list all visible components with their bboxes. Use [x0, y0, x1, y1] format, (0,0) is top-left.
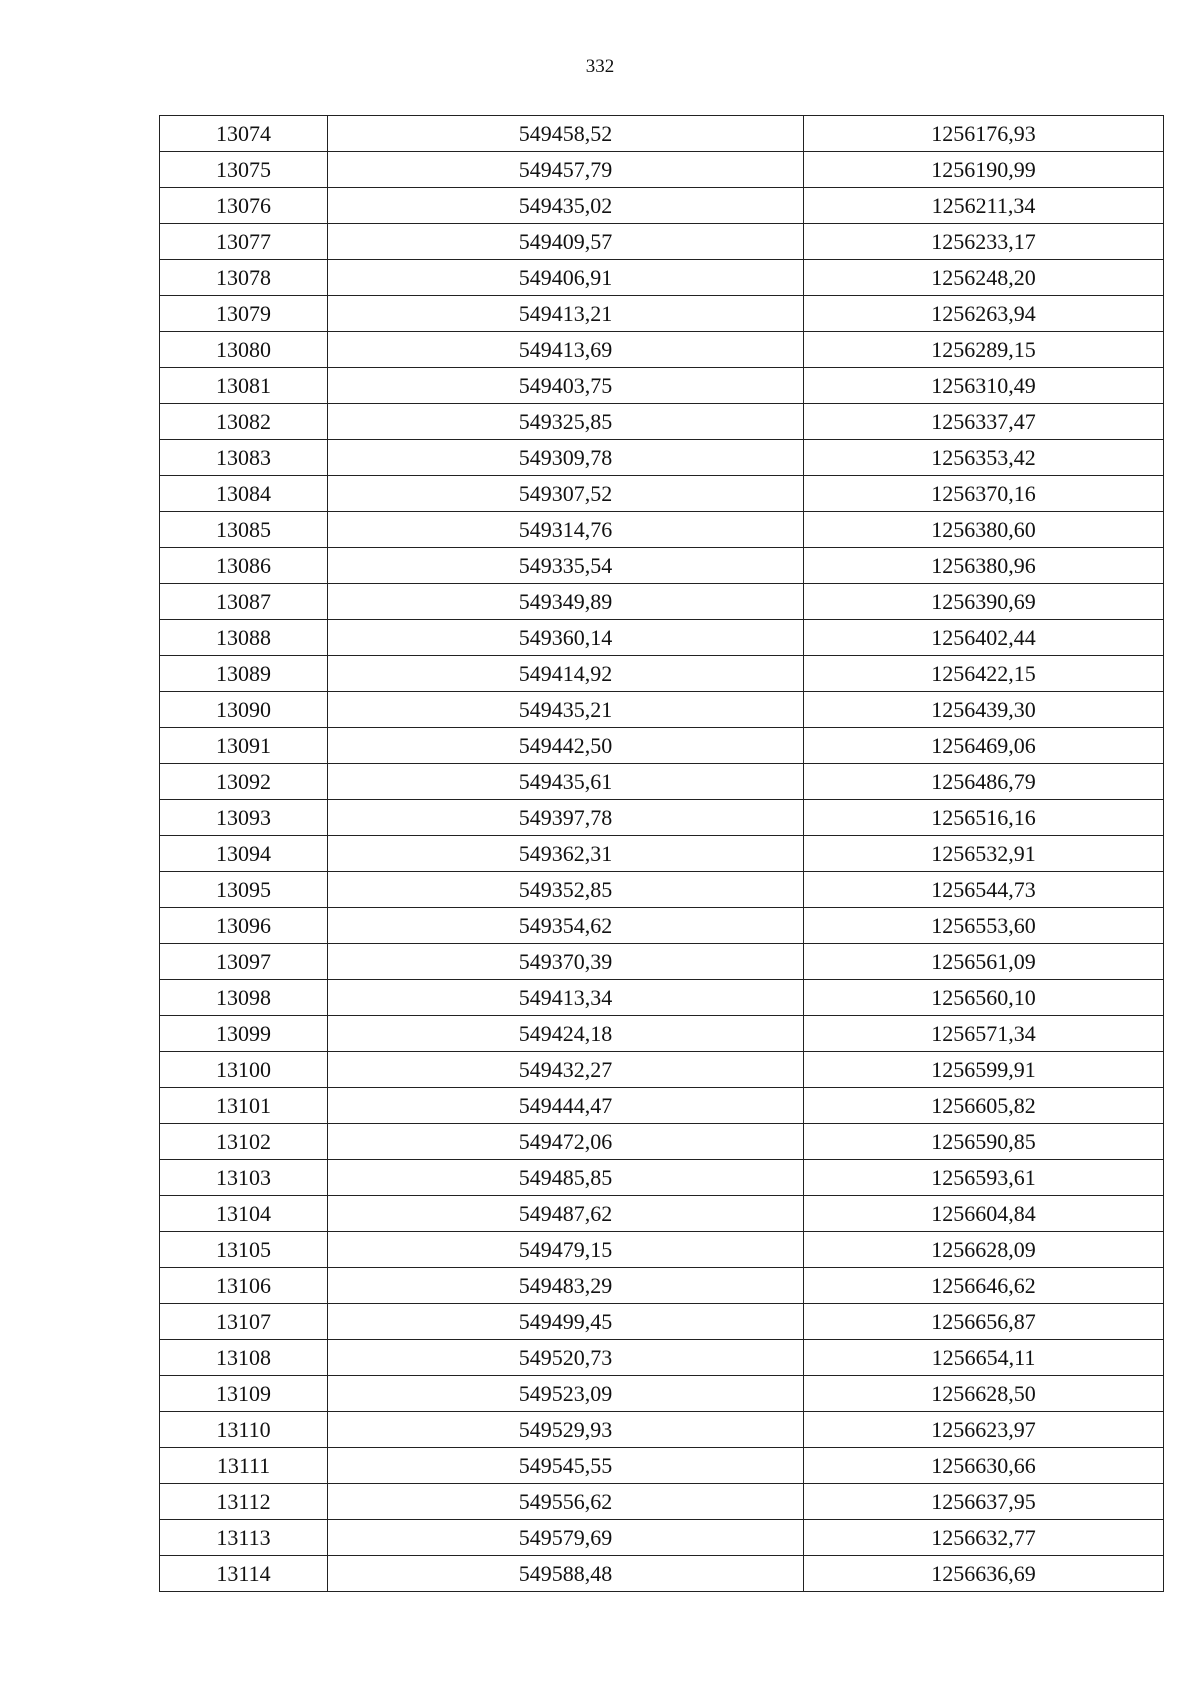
y-coordinate-cell: 1256590,85 — [804, 1124, 1164, 1160]
table-row — [160, 1304, 1164, 1340]
y-coordinate-cell: 1256560,10 — [804, 980, 1164, 1016]
y-coordinate-cell: 1256544,73 — [804, 872, 1164, 908]
x-coordinate-cell: 549406,91 — [328, 260, 804, 296]
table-row — [160, 872, 1164, 908]
y-coordinate-cell: 1256553,60 — [804, 908, 1164, 944]
table-row — [160, 800, 1164, 836]
x-coordinate-cell: 549472,06 — [328, 1124, 804, 1160]
point-number-cell: 13106 — [160, 1268, 328, 1304]
y-coordinate-cell: 1256337,47 — [804, 404, 1164, 440]
point-number-cell: 13082 — [160, 404, 328, 440]
x-coordinate-cell: 549483,29 — [328, 1268, 804, 1304]
y-coordinate-cell: 1256628,50 — [804, 1376, 1164, 1412]
point-number-cell: 13110 — [160, 1412, 328, 1448]
table-row — [160, 116, 1164, 152]
x-coordinate-cell: 549370,39 — [328, 944, 804, 980]
page-number: 332 — [585, 56, 615, 77]
y-coordinate-cell: 1256190,99 — [804, 152, 1164, 188]
table-row — [160, 620, 1164, 656]
point-number-cell: 13108 — [160, 1340, 328, 1376]
x-coordinate-cell: 549413,34 — [328, 980, 804, 1016]
x-coordinate-cell: 549556,62 — [328, 1484, 804, 1520]
point-number-cell: 13099 — [160, 1016, 328, 1052]
table-row — [160, 188, 1164, 224]
y-coordinate-cell: 1256561,09 — [804, 944, 1164, 980]
x-coordinate-cell: 549520,73 — [328, 1340, 804, 1376]
table-row — [160, 1556, 1164, 1592]
x-coordinate-cell: 549413,69 — [328, 332, 804, 368]
y-coordinate-cell: 1256532,91 — [804, 836, 1164, 872]
table-row — [160, 152, 1164, 188]
y-coordinate-cell: 1256469,06 — [804, 728, 1164, 764]
y-coordinate-cell: 1256599,91 — [804, 1052, 1164, 1088]
y-coordinate-cell: 1256637,95 — [804, 1484, 1164, 1520]
x-coordinate-cell: 549523,09 — [328, 1376, 804, 1412]
y-coordinate-cell: 1256176,93 — [804, 116, 1164, 152]
x-coordinate-cell: 549354,62 — [328, 908, 804, 944]
x-coordinate-cell: 549397,78 — [328, 800, 804, 836]
y-coordinate-cell: 1256390,69 — [804, 584, 1164, 620]
point-number-cell: 13113 — [160, 1520, 328, 1556]
point-number-cell: 13077 — [160, 224, 328, 260]
x-coordinate-cell: 549362,31 — [328, 836, 804, 872]
point-number-cell: 13112 — [160, 1484, 328, 1520]
y-coordinate-cell: 1256233,17 — [804, 224, 1164, 260]
table-row — [160, 1196, 1164, 1232]
point-number-cell: 13074 — [160, 116, 328, 152]
y-coordinate-cell: 1256628,09 — [804, 1232, 1164, 1268]
y-coordinate-cell: 1256380,96 — [804, 548, 1164, 584]
table-row — [160, 548, 1164, 584]
table-row — [160, 476, 1164, 512]
x-coordinate-cell: 549444,47 — [328, 1088, 804, 1124]
table-row — [160, 332, 1164, 368]
point-number-cell: 13111 — [160, 1448, 328, 1484]
table-row — [160, 1376, 1164, 1412]
table-row — [160, 1016, 1164, 1052]
point-number-cell: 13094 — [160, 836, 328, 872]
point-number-cell: 13100 — [160, 1052, 328, 1088]
table-row — [160, 260, 1164, 296]
x-coordinate-cell: 549413,21 — [328, 296, 804, 332]
x-coordinate-cell: 549435,21 — [328, 692, 804, 728]
y-coordinate-cell: 1256370,16 — [804, 476, 1164, 512]
point-number-cell: 13092 — [160, 764, 328, 800]
y-coordinate-cell: 1256630,66 — [804, 1448, 1164, 1484]
y-coordinate-cell: 1256604,84 — [804, 1196, 1164, 1232]
point-number-cell: 13097 — [160, 944, 328, 980]
table-row — [160, 368, 1164, 404]
y-coordinate-cell: 1256263,94 — [804, 296, 1164, 332]
table-row — [160, 692, 1164, 728]
point-number-cell: 13095 — [160, 872, 328, 908]
point-number-cell: 13093 — [160, 800, 328, 836]
y-coordinate-cell: 1256439,30 — [804, 692, 1164, 728]
point-number-cell: 13102 — [160, 1124, 328, 1160]
x-coordinate-cell: 549424,18 — [328, 1016, 804, 1052]
y-coordinate-cell: 1256623,97 — [804, 1412, 1164, 1448]
x-coordinate-cell: 549435,02 — [328, 188, 804, 224]
x-coordinate-cell: 549442,50 — [328, 728, 804, 764]
x-coordinate-cell: 549349,89 — [328, 584, 804, 620]
point-number-cell: 13089 — [160, 656, 328, 692]
point-number-cell: 13078 — [160, 260, 328, 296]
y-coordinate-cell: 1256654,11 — [804, 1340, 1164, 1376]
table-row — [160, 440, 1164, 476]
table-row — [160, 764, 1164, 800]
x-coordinate-cell: 549307,52 — [328, 476, 804, 512]
table-row — [160, 1412, 1164, 1448]
point-number-cell: 13091 — [160, 728, 328, 764]
y-coordinate-cell: 1256422,15 — [804, 656, 1164, 692]
y-coordinate-cell: 1256636,69 — [804, 1556, 1164, 1592]
point-number-cell: 13076 — [160, 188, 328, 224]
point-number-cell: 13086 — [160, 548, 328, 584]
point-number-cell: 13081 — [160, 368, 328, 404]
x-coordinate-cell: 549487,62 — [328, 1196, 804, 1232]
y-coordinate-cell: 1256571,34 — [804, 1016, 1164, 1052]
x-coordinate-cell: 549579,69 — [328, 1520, 804, 1556]
table-row — [160, 1232, 1164, 1268]
y-coordinate-cell: 1256310,49 — [804, 368, 1164, 404]
x-coordinate-cell: 549309,78 — [328, 440, 804, 476]
table-row — [160, 1484, 1164, 1520]
table-row — [160, 512, 1164, 548]
table-row — [160, 728, 1164, 764]
table-row — [160, 1052, 1164, 1088]
point-number-cell: 13114 — [160, 1556, 328, 1592]
x-coordinate-cell: 549335,54 — [328, 548, 804, 584]
x-coordinate-cell: 549414,92 — [328, 656, 804, 692]
coordinates-table-body — [160, 116, 1164, 1592]
table-row — [160, 908, 1164, 944]
point-number-cell: 13109 — [160, 1376, 328, 1412]
y-coordinate-cell: 1256402,44 — [804, 620, 1164, 656]
y-coordinate-cell: 1256289,15 — [804, 332, 1164, 368]
x-coordinate-cell: 549479,15 — [328, 1232, 804, 1268]
coordinates-table — [159, 115, 1164, 1592]
y-coordinate-cell: 1256646,62 — [804, 1268, 1164, 1304]
x-coordinate-cell: 549352,85 — [328, 872, 804, 908]
table-row — [160, 1268, 1164, 1304]
x-coordinate-cell: 549545,55 — [328, 1448, 804, 1484]
point-number-cell: 13098 — [160, 980, 328, 1016]
table-row — [160, 1448, 1164, 1484]
point-number-cell: 13103 — [160, 1160, 328, 1196]
x-coordinate-cell: 549499,45 — [328, 1304, 804, 1340]
point-number-cell: 13084 — [160, 476, 328, 512]
x-coordinate-cell: 549457,79 — [328, 152, 804, 188]
y-coordinate-cell: 1256516,16 — [804, 800, 1164, 836]
point-number-cell: 13090 — [160, 692, 328, 728]
x-coordinate-cell: 549432,27 — [328, 1052, 804, 1088]
table-row — [160, 836, 1164, 872]
x-coordinate-cell: 549529,93 — [328, 1412, 804, 1448]
table-row — [160, 944, 1164, 980]
point-number-cell: 13088 — [160, 620, 328, 656]
table-row — [160, 1088, 1164, 1124]
point-number-cell: 13105 — [160, 1232, 328, 1268]
table-row — [160, 1340, 1164, 1376]
point-number-cell: 13096 — [160, 908, 328, 944]
table-row — [160, 980, 1164, 1016]
y-coordinate-cell: 1256486,79 — [804, 764, 1164, 800]
y-coordinate-cell: 1256632,77 — [804, 1520, 1164, 1556]
point-number-cell: 13079 — [160, 296, 328, 332]
x-coordinate-cell: 549485,85 — [328, 1160, 804, 1196]
table-row — [160, 1160, 1164, 1196]
table-row — [160, 1124, 1164, 1160]
point-number-cell: 13075 — [160, 152, 328, 188]
y-coordinate-cell: 1256605,82 — [804, 1088, 1164, 1124]
x-coordinate-cell: 549435,61 — [328, 764, 804, 800]
table-row — [160, 296, 1164, 332]
point-number-cell: 13087 — [160, 584, 328, 620]
point-number-cell: 13080 — [160, 332, 328, 368]
x-coordinate-cell: 549403,75 — [328, 368, 804, 404]
y-coordinate-cell: 1256211,34 — [804, 188, 1164, 224]
x-coordinate-cell: 549458,52 — [328, 116, 804, 152]
table-row — [160, 656, 1164, 692]
x-coordinate-cell: 549409,57 — [328, 224, 804, 260]
y-coordinate-cell: 1256248,20 — [804, 260, 1164, 296]
point-number-cell: 13101 — [160, 1088, 328, 1124]
table-row — [160, 224, 1164, 260]
x-coordinate-cell: 549314,76 — [328, 512, 804, 548]
table-row — [160, 584, 1164, 620]
y-coordinate-cell: 1256656,87 — [804, 1304, 1164, 1340]
table-row — [160, 1520, 1164, 1556]
x-coordinate-cell: 549360,14 — [328, 620, 804, 656]
x-coordinate-cell: 549588,48 — [328, 1556, 804, 1592]
point-number-cell: 13083 — [160, 440, 328, 476]
y-coordinate-cell: 1256380,60 — [804, 512, 1164, 548]
y-coordinate-cell: 1256593,61 — [804, 1160, 1164, 1196]
point-number-cell: 13085 — [160, 512, 328, 548]
table-row — [160, 404, 1164, 440]
point-number-cell: 13104 — [160, 1196, 328, 1232]
x-coordinate-cell: 549325,85 — [328, 404, 804, 440]
point-number-cell: 13107 — [160, 1304, 328, 1340]
y-coordinate-cell: 1256353,42 — [804, 440, 1164, 476]
